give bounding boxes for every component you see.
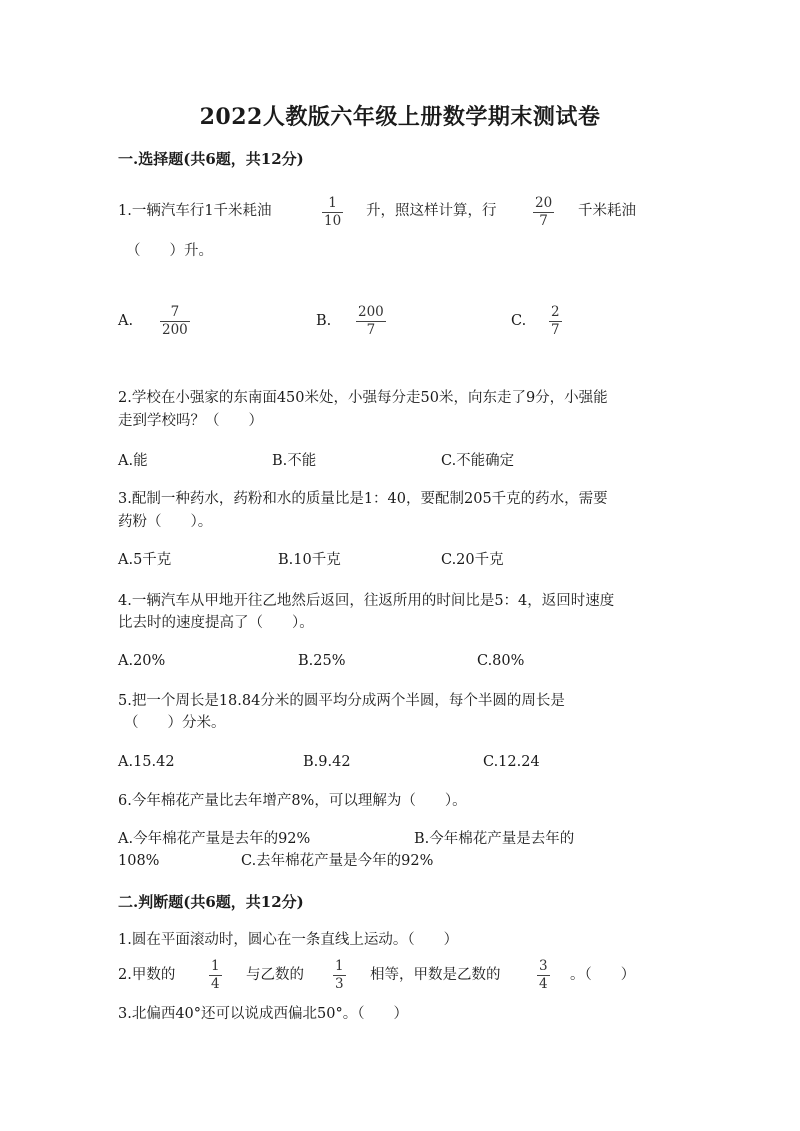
q2-line-1: 2.学校在小强家的东南面450米处，小强每分走50米，向东走了9分，小强能 — [118, 390, 608, 406]
section-heading-judgement: 二.判断题(共6题，共12分) — [118, 893, 304, 911]
q3-option-c: C.20千克 — [441, 552, 504, 568]
q2-option-b: B.不能 — [272, 453, 317, 469]
q1-option-c-fraction — [549, 305, 562, 338]
q3-option-a: A.5千克 — [118, 552, 172, 568]
q1-fraction-1 — [322, 196, 343, 229]
q1-fraction-2 — [533, 196, 554, 229]
q5-option-b: B.9.42 — [303, 754, 351, 770]
q3-line-2: 药粉（ ）。 — [118, 514, 213, 530]
q1-option-a-label: A. — [118, 313, 134, 329]
judgement-2-part2: 与乙数的 — [246, 967, 304, 983]
q6-option-a: A.今年棉花产量是去年的92% — [118, 831, 311, 847]
fraction-denominator: 10 — [324, 213, 342, 229]
q2-option-a: A.能 — [118, 453, 148, 469]
q5-option-a: A.15.42 — [118, 754, 175, 770]
fraction-numerator: 2 — [551, 304, 560, 320]
fraction-denominator: 3 — [335, 976, 344, 992]
fraction-numerator: 20 — [535, 195, 553, 211]
fraction-denominator: 4 — [211, 976, 220, 992]
q1-text-part3: 千米耗油 — [578, 203, 636, 219]
q4-option-b: B.25% — [298, 653, 346, 669]
judgement-2-fraction-2 — [333, 959, 346, 992]
q1-text-part4: （ ）升。 — [126, 243, 213, 259]
q1-option-b-label: B. — [316, 313, 332, 329]
fraction-numerator: 7 — [170, 304, 180, 320]
page-title: 2022人教版六年级上册数学期末测试卷 — [199, 104, 601, 130]
q1-option-a-fraction — [160, 305, 190, 338]
fraction-denominator: 7 — [366, 322, 376, 338]
q4-option-a: A.20% — [118, 653, 166, 669]
judgement-3: 3.北偏西40°还可以说成西偏北50°。（ ） — [118, 1006, 408, 1022]
fraction-denominator: 200 — [162, 322, 188, 338]
q6-option-c: C.去年棉花产量是今年的92% — [241, 853, 434, 869]
q6-line-1: 6.今年棉花产量比去年增产8%，可以理解为（ ）。 — [118, 793, 467, 809]
q1-option-c-label: C. — [511, 313, 527, 329]
q3-option-b: B.10千克 — [278, 552, 341, 568]
q2-option-c: C.不能确定 — [441, 453, 515, 469]
judgement-1: 1.圆在平面滚动时，圆心在一条直线上运动。（ ） — [118, 932, 459, 948]
q1-text-part2: 升，照这样计算，行 — [366, 203, 497, 219]
fraction-denominator: 7 — [551, 322, 560, 338]
section-heading-choice: 一.选择题(共6题，共12分) — [118, 150, 304, 168]
fraction-numerator: 1 — [335, 958, 344, 974]
judgement-2-part1: 2.甲数的 — [118, 967, 176, 983]
q5-line-1: 5.把一个周长是18.84分米的圆平均分成两个半圆，每个半圆的周长是 — [118, 693, 565, 709]
judgement-2-fraction-3 — [537, 959, 550, 992]
judgement-2-part4: 。（ ） — [570, 967, 636, 983]
q5-line-2: （ ）分米。 — [124, 715, 226, 731]
q6-option-b-continued: 108% — [118, 853, 160, 869]
q5-option-c: C.12.24 — [483, 754, 540, 770]
fraction-denominator: 4 — [539, 976, 548, 992]
q4-option-c: C.80% — [477, 653, 525, 669]
q1-option-b-fraction — [356, 305, 386, 338]
judgement-2-fraction-1 — [209, 959, 222, 992]
q4-line-2: 比去时的速度提高了（ ）。 — [118, 615, 314, 631]
q2-line-2: 走到学校吗？（ ） — [118, 413, 263, 429]
fraction-numerator: 3 — [539, 958, 548, 974]
q4-line-1: 4.一辆汽车从甲地开往乙地然后返回，往返所用的时间比是5：4，返回时速度 — [118, 593, 615, 609]
fraction-numerator: 1 — [211, 958, 220, 974]
q3-line-1: 3.配制一种药水，药粉和水的质量比是1：40，要配制205千克的药水，需要 — [118, 491, 608, 507]
q6-option-b: B.今年棉花产量是去年的 — [414, 831, 575, 847]
fraction-numerator: 200 — [358, 304, 384, 320]
q1-text-part1: 1.一辆汽车行1千米耗油 — [118, 203, 272, 219]
fraction-denominator: 7 — [539, 213, 548, 229]
fraction-numerator: 1 — [328, 195, 337, 211]
judgement-2-part3: 相等，甲数是乙数的 — [370, 967, 501, 983]
